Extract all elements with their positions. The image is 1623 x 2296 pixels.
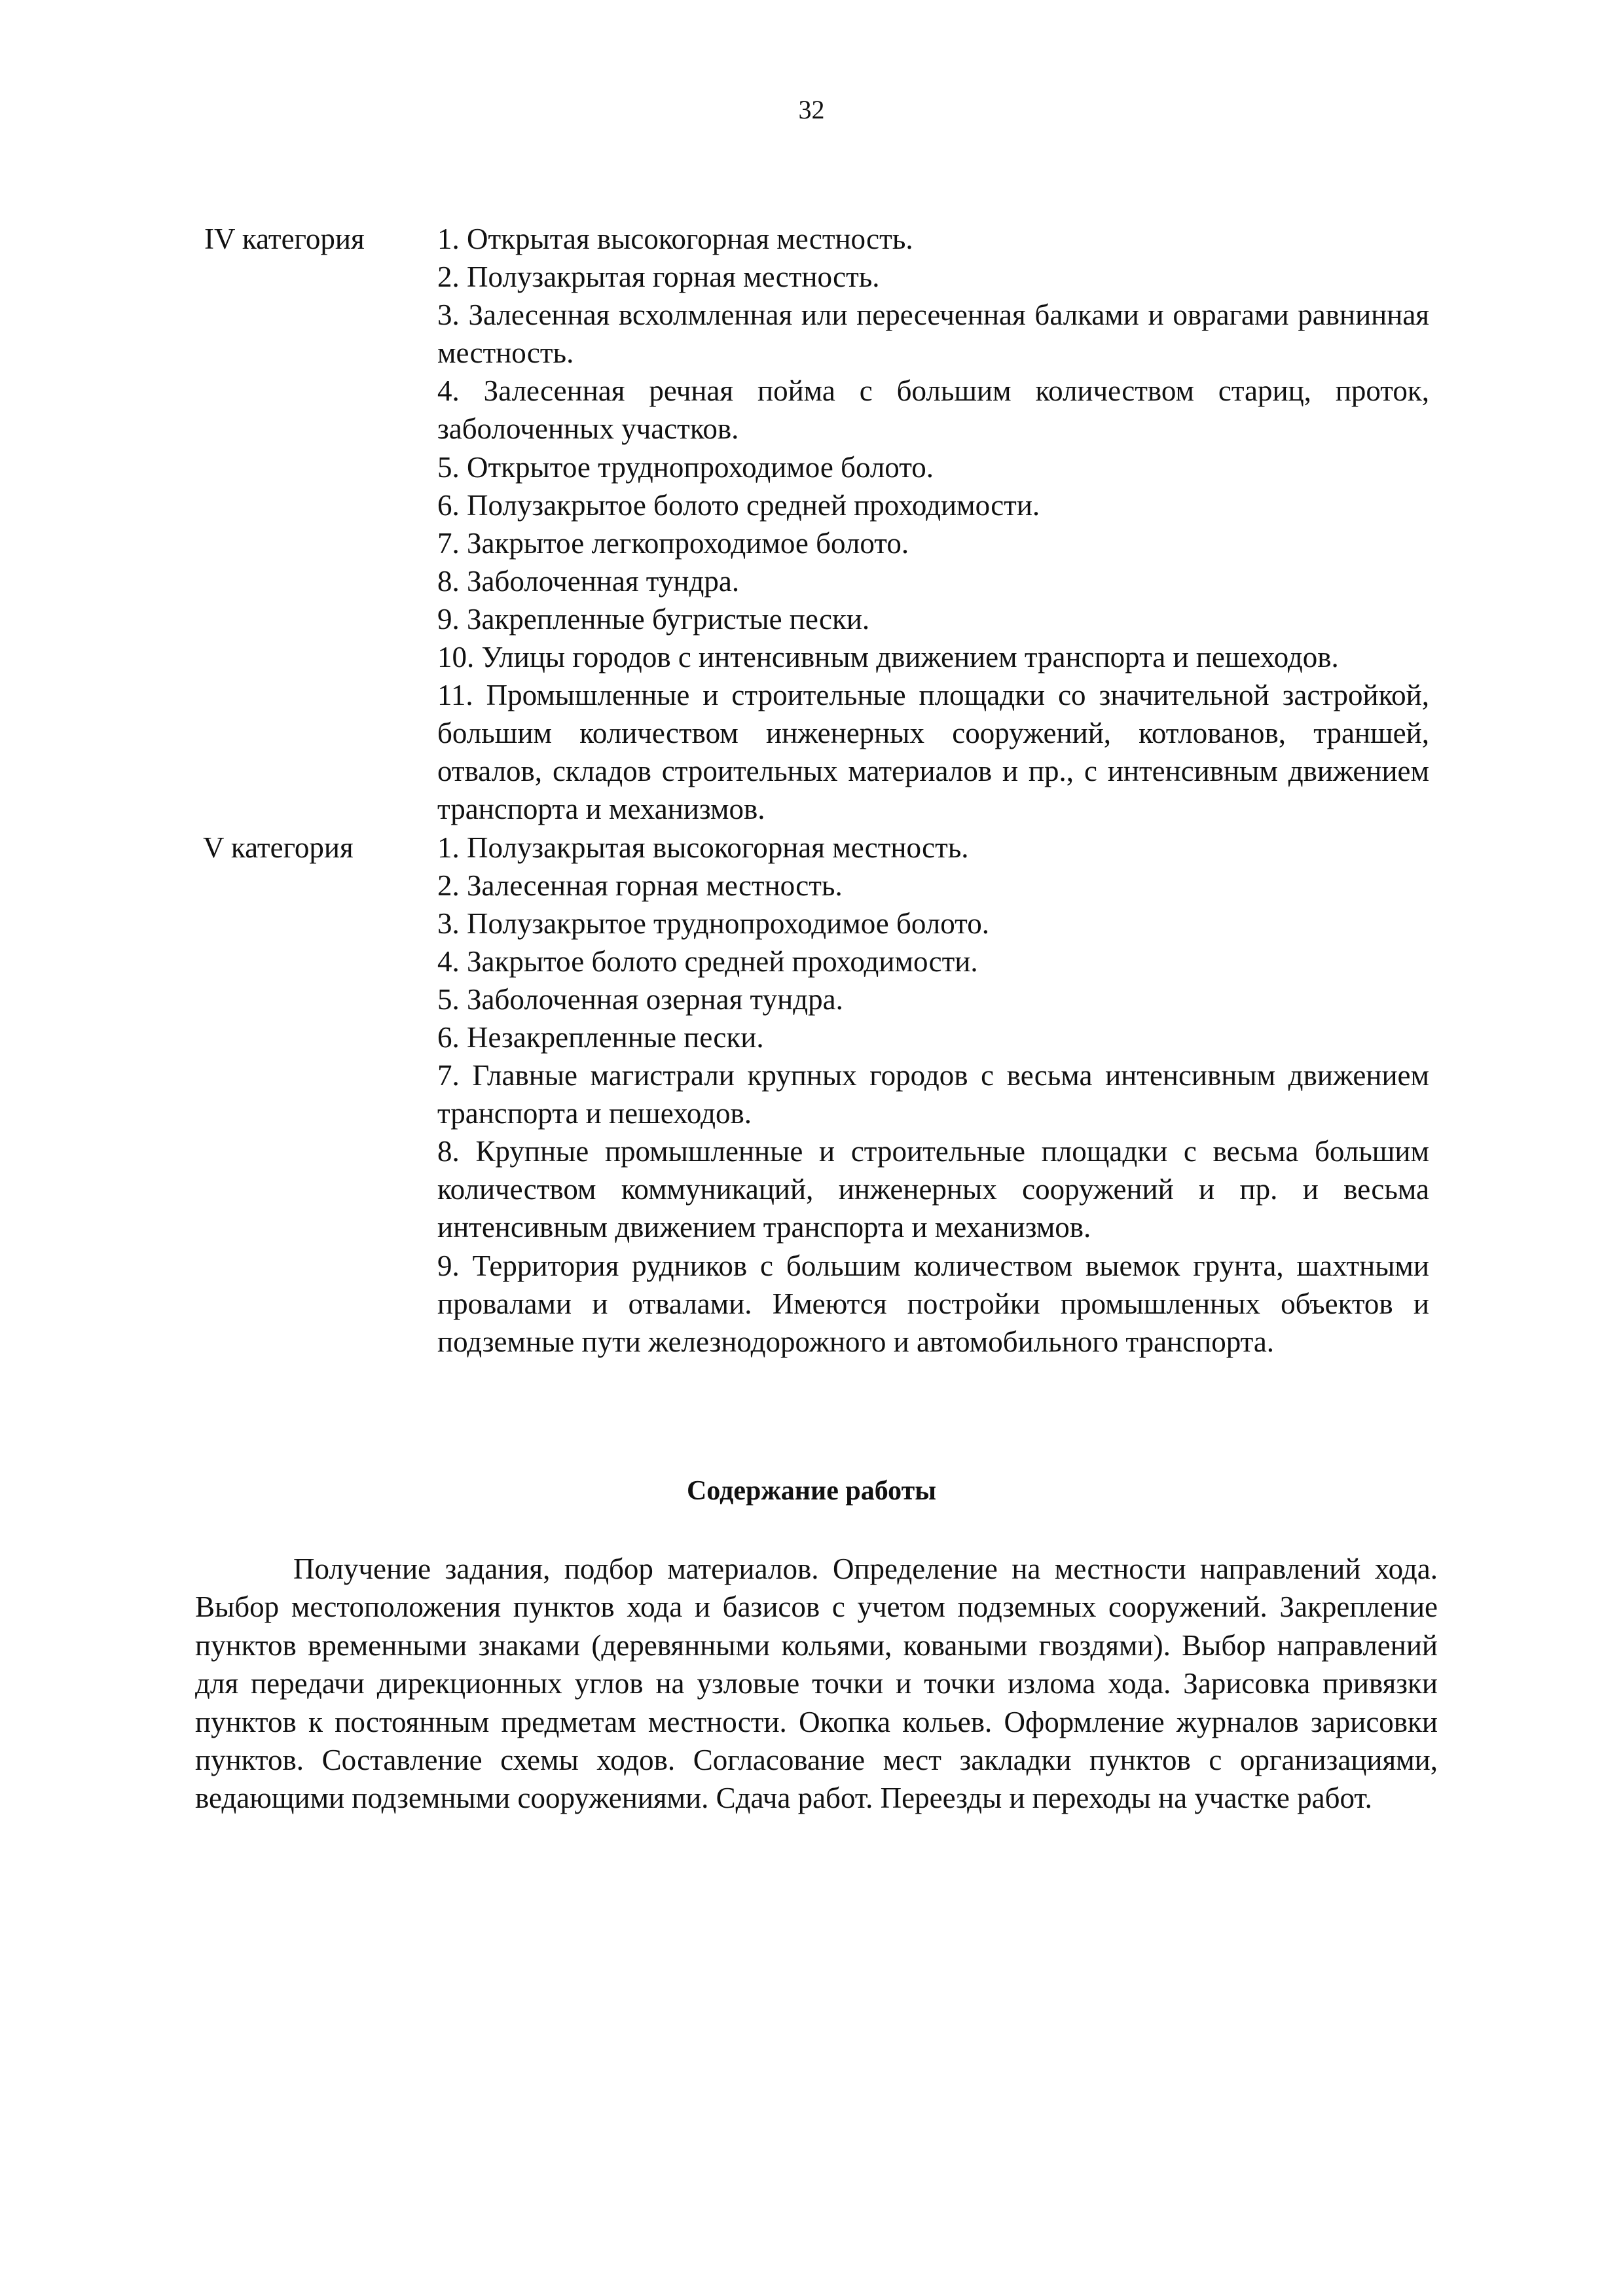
list-item: 2. Залесенная горная местность. bbox=[437, 869, 843, 902]
page-number: 32 bbox=[798, 95, 825, 124]
list-item: 6. Полузакрытое болото средней проходимости. bbox=[437, 488, 1040, 522]
list-item: 9. Территория рудников с большим количеством выемок грунта, шахтными провалами и отвалами. Имеются постройки промышленных объектов и подземные пути железнодорожного и автомобильного транспорта. bbox=[437, 1249, 1429, 1358]
list-item: 5. Заболоченная озерная тундра. bbox=[437, 982, 843, 1016]
list-item: 1. Открытая высокогорная местность. bbox=[437, 223, 913, 255]
section-title: Содержание работы bbox=[686, 1476, 937, 1506]
list-item: 3. Полузакрытое труднопроходимое болото. bbox=[437, 906, 989, 940]
list-item: 2. Полузакрытая горная местность. bbox=[437, 260, 880, 294]
list-item: 8. Заболоченная тундра. bbox=[437, 564, 740, 598]
list-item: 1. Полузакрытая высокогорная местность. bbox=[437, 831, 969, 864]
list-item: 11. Промышленные и строительные площадки со значительной застройкой, большим количеством инженерных сооружений, котлованов, траншей, отвалов, складов строительных материалов и пр., с интенсивным движением транспорта и механизмов. bbox=[437, 679, 1429, 826]
category-list bbox=[0, 220, 1623, 1361]
list-item: 8. Крупные промышленные и строительные площадки с весьма большим количеством коммуникаций, инженерных сооружений и пр. и весьма интенсивным движением транспорта и механизмов. bbox=[437, 1135, 1429, 1244]
category-label: V категория bbox=[203, 831, 354, 864]
list-item: 3. Залесенная всхолмленная или пересеченная балками и оврагами равнинная местность. bbox=[437, 298, 1429, 370]
list-item: 4. Закрытое болото средней проходимости. bbox=[437, 944, 978, 978]
list-item: 7. Закрытое легкопроходимое болото. bbox=[437, 526, 909, 560]
category-label: IV категория bbox=[204, 223, 365, 255]
category-items bbox=[437, 220, 1429, 829]
list-item: 5. Открытое труднопроходимое болото. bbox=[437, 450, 934, 484]
body-paragraph: Получение задания, подбор материалов. Определение на местности направлений хода. Выбор местоположения пунктов хода и базисов с учетом подземных сооружений. Закрепление пунктов временными знаками (деревянными кольями, коваными гвоздями). Выбор направлений для передачи дирекционных углов на узловые точки и точки излома хода. Зарисовка привязки пунктов к постоянным предметам местности. Окопка кольев. Оформление журналов зарисовки пунктов. Составление схемы ходов. Согласование мест закладки пунктов с организациями, ведающими подземными сооружениями. Сдача работ. Переезды и переходы на участке работ. bbox=[195, 1552, 1438, 1815]
category-v bbox=[0, 829, 1623, 1361]
list-item: 4. Залесенная речная пойма с большим количеством стариц, проток, заболоченных участков. bbox=[437, 374, 1429, 446]
list-item: 6. Незакрепленные пески. bbox=[437, 1020, 764, 1054]
category-items bbox=[437, 829, 1429, 1361]
list-item: 7. Главные магистрали крупных городов с весьма интенсивным движением транспорта и пешеходов. bbox=[437, 1059, 1429, 1130]
list-item: 9. Закрепленные бугристые пески. bbox=[437, 602, 870, 636]
list-item: 10. Улицы городов с интенсивным движением транспорта и пешеходов. bbox=[437, 641, 1339, 674]
category-iv bbox=[0, 220, 1623, 829]
